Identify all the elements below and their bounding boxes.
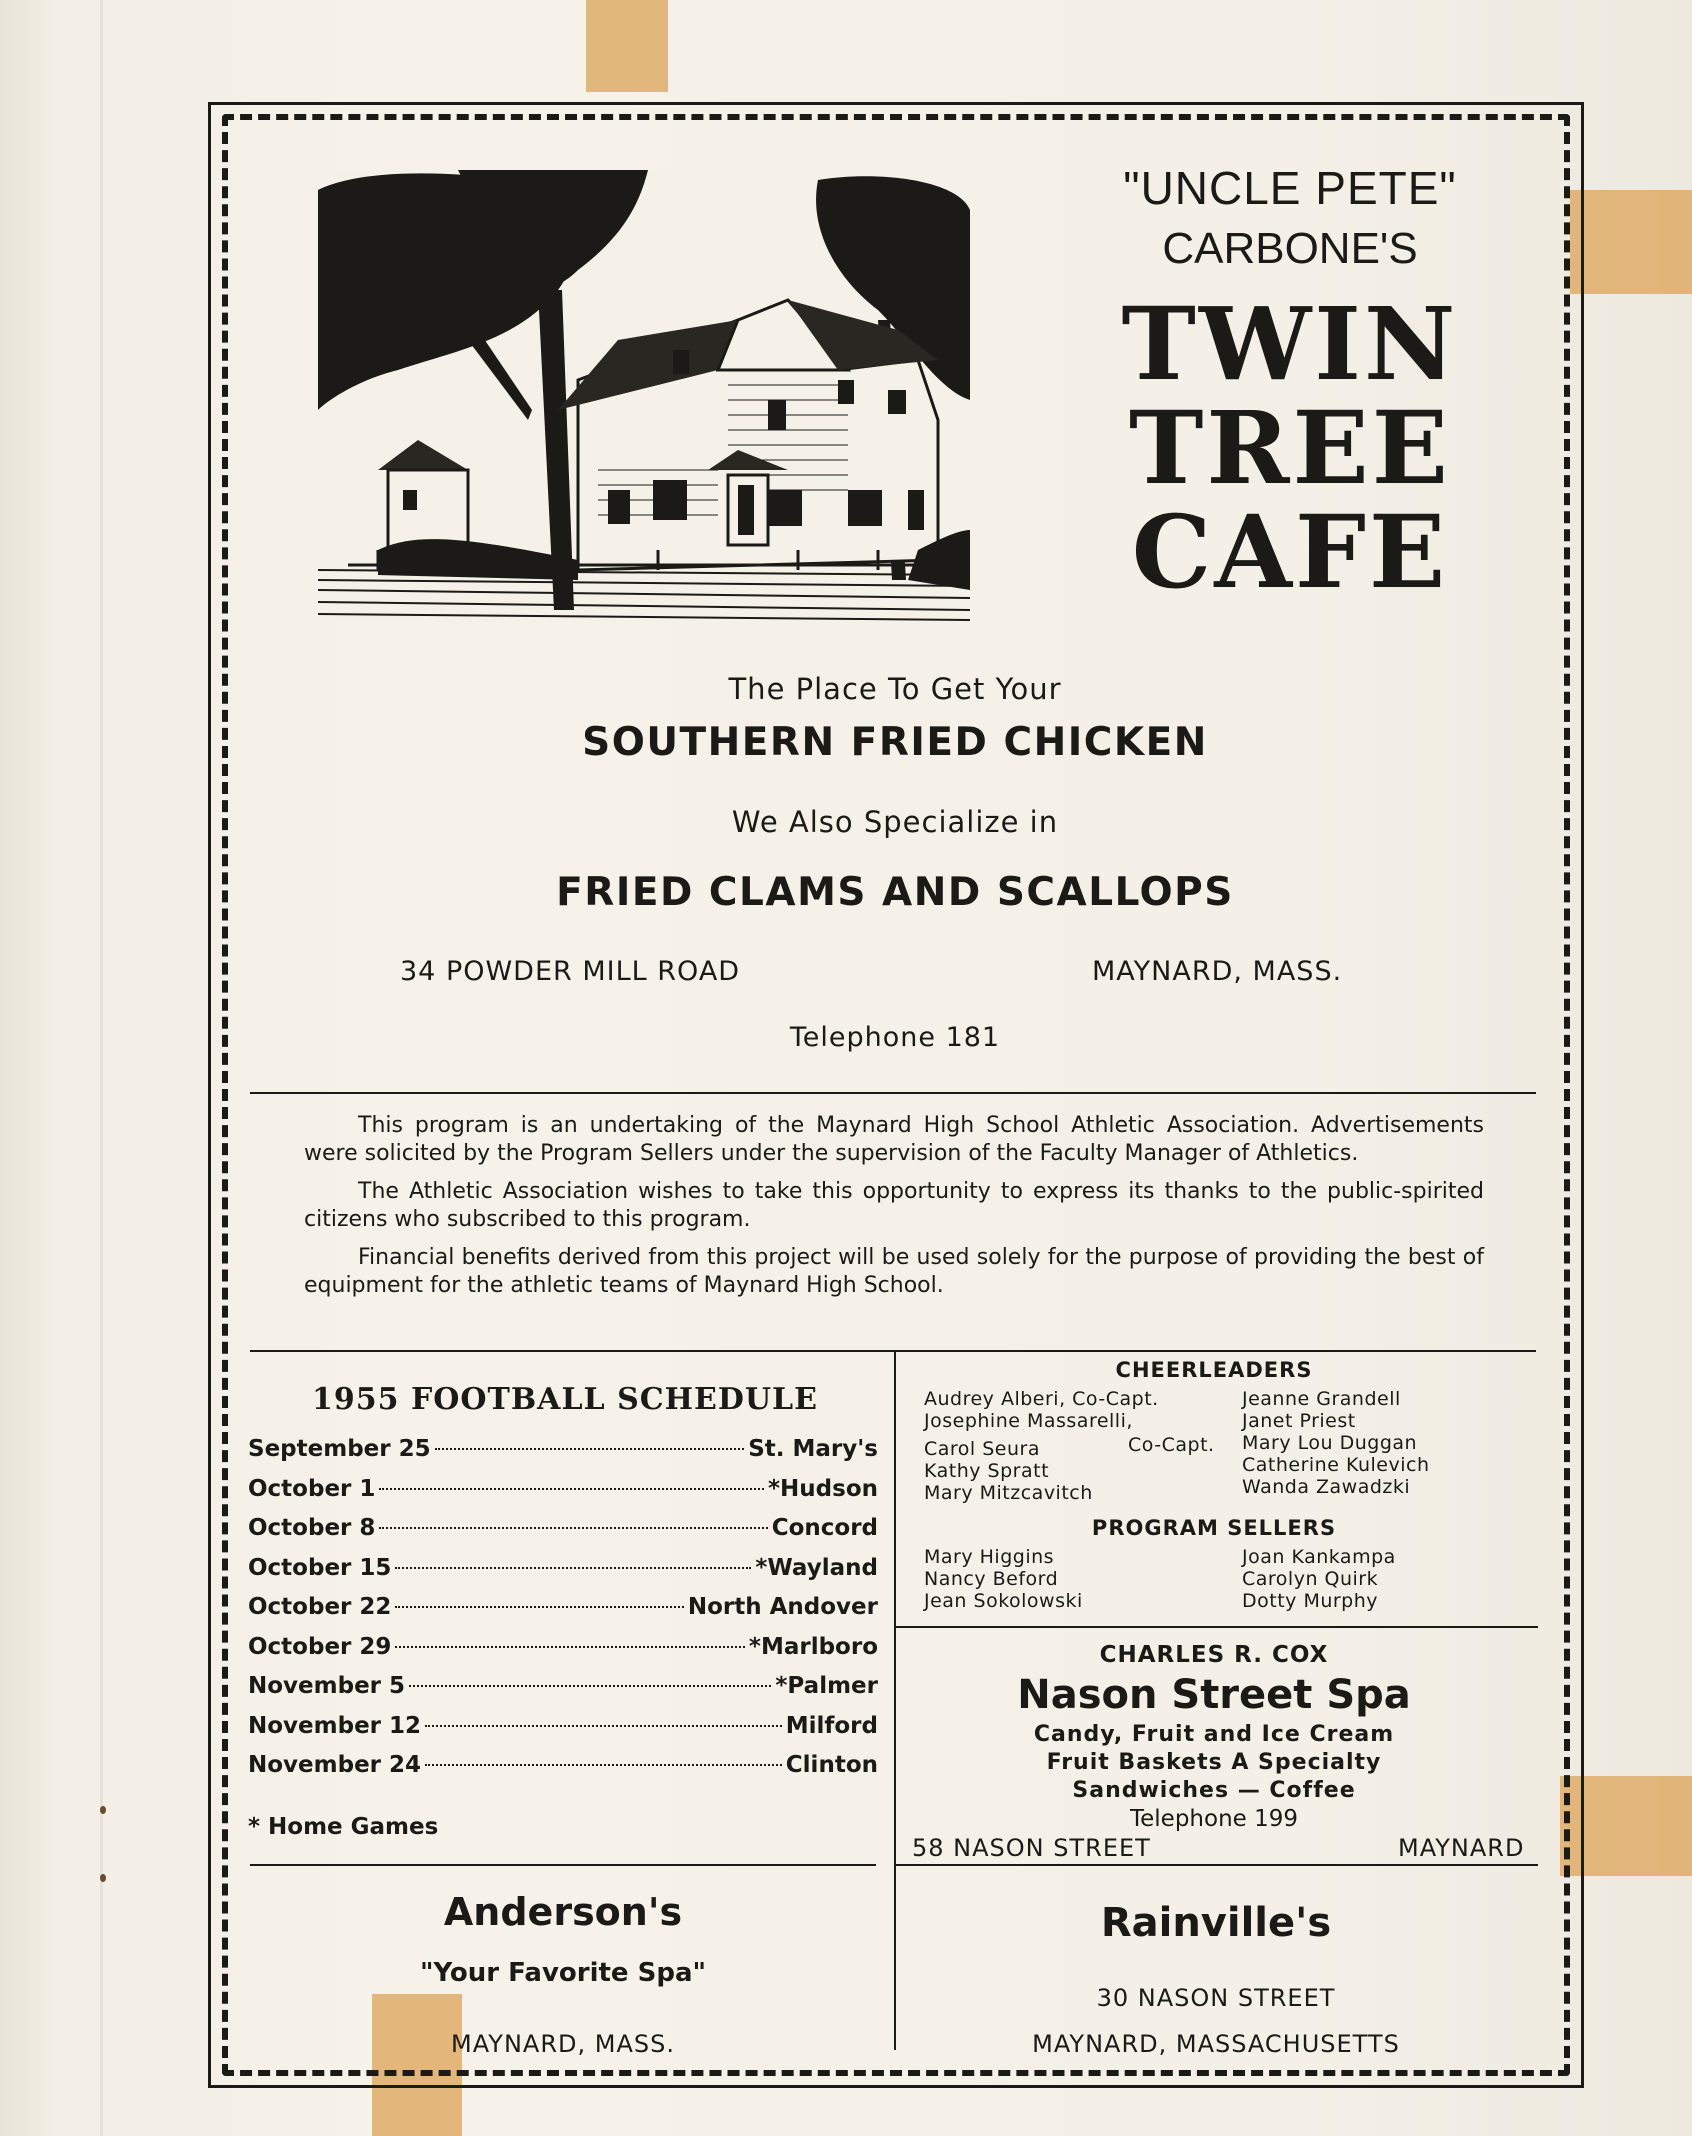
seller-name: Dotty Murphy [1242, 1590, 1379, 1612]
game-opponent: *Marlboro [748, 1633, 878, 1660]
cafe-illustration [318, 170, 970, 622]
andersons-slogan: "Your Favorite Spa" [419, 1958, 707, 1988]
schedule-row [248, 1752, 878, 1792]
binding-hole [100, 1874, 106, 1882]
notice-paragraph: The Athletic Association wishes to take this opportunity to express its thanks to the public-spirited citizens who subscribed to this program. [304, 1179, 1484, 1232]
schedule-row [248, 1594, 878, 1634]
rainvilles-address: 30 NASON STREET [1096, 1984, 1336, 2012]
game-opponent: *Palmer [775, 1673, 878, 1699]
binding-hole [100, 1806, 106, 1814]
cheerleader-name: Audrey Alberi, Co-Capt. [924, 1388, 1159, 1410]
seller-name: Jean Sokolowski [924, 1590, 1083, 1612]
cafe-owner-nickname: "UNCLE PETE" [1123, 162, 1457, 214]
divider [894, 1864, 1538, 1866]
leader-dots [395, 1567, 751, 1569]
game-opponent: Concord [771, 1515, 878, 1541]
schedule-title: 1955 FOOTBALL SCHEDULE [312, 1382, 818, 1417]
cafe-name-line-2: TREE [1129, 389, 1451, 507]
schedule-row [248, 1713, 878, 1753]
game-opponent: Milford [785, 1712, 878, 1739]
rainvilles-town: MAYNARD, MASSACHUSETTS [1032, 2030, 1400, 2058]
spa-line-3: Sandwiches — Coffee [1072, 1778, 1356, 1803]
divider [250, 1092, 1536, 1094]
cheerleader-name: Jeanne Grandell [1242, 1388, 1401, 1410]
spa-town: MAYNARD [1398, 1834, 1525, 1862]
seller-name: Mary Higgins [924, 1546, 1055, 1568]
cafe-specialty: FRIED CLAMS AND SCALLOPS [556, 870, 1234, 915]
co-captain-label: Co-Capt. [1128, 1434, 1215, 1456]
spa-line-2: Fruit Baskets A Specialty [1046, 1750, 1382, 1775]
game-opponent: Clinton [785, 1752, 878, 1778]
cheerleaders-title: CHEERLEADERS [1115, 1358, 1313, 1382]
game-date: October 8 [248, 1515, 376, 1541]
game-date: November 24 [248, 1752, 422, 1778]
cheerleader-name: Janet Priest [1242, 1410, 1356, 1432]
cheerleader-name: Carol Seura [924, 1438, 1040, 1460]
program-sellers-left [924, 1546, 1083, 1612]
divider [250, 1864, 876, 1866]
page-fold [100, 0, 103, 2136]
football-schedule [248, 1436, 878, 1792]
cafe-phone: Telephone 181 [789, 1022, 1001, 1053]
game-opponent: North Andover [687, 1594, 878, 1620]
cheerleader-name: Catherine Kulevich [1242, 1454, 1430, 1476]
home-games-footnote: * Home Games [248, 1814, 439, 1840]
seller-name: Carolyn Quirk [1242, 1568, 1379, 1590]
cafe-address: 34 POWDER MILL ROAD [400, 956, 741, 987]
notice-paragraph: Financial benefits derived from this project will be used solely for the purpose of providing the best of equipment for the athletic teams of Maynard High School. [304, 1245, 1484, 1298]
tape-right-top [1570, 190, 1692, 294]
leader-dots [379, 1527, 767, 1529]
game-opponent: *Hudson [768, 1475, 878, 1502]
game-date: October 1 [248, 1475, 376, 1502]
leader-dots [379, 1488, 764, 1490]
cafe-tagline: The Place To Get Your [728, 672, 1062, 706]
cafe-name-line-3: CAFE [1131, 493, 1449, 611]
cheerleader-name: Mary Lou Duggan [1242, 1432, 1418, 1454]
rainvilles-name: Rainville's [1100, 1900, 1332, 1946]
leader-dots [395, 1646, 745, 1648]
cheerleader-name: Josephine Massarelli, [924, 1410, 1133, 1432]
seller-name: Joan Kankampa [1242, 1546, 1396, 1568]
schedule-row [248, 1673, 878, 1713]
spa-name: Nason Street Spa [1017, 1672, 1411, 1718]
game-date: October 22 [248, 1594, 392, 1620]
game-date: November 5 [248, 1673, 406, 1699]
cheerleader-name: Mary Mitzcavitch [924, 1482, 1093, 1504]
cafe-owner-name: CARBONE'S [1162, 224, 1418, 273]
leader-dots [409, 1685, 771, 1687]
schedule-row [248, 1555, 878, 1595]
tape-top [586, 0, 668, 92]
cafe-name-line-1: TWIN [1121, 285, 1459, 403]
cheerleader-name: Wanda Zawadzki [1242, 1476, 1411, 1498]
spa-line-1: Candy, Fruit and Ice Cream [1033, 1722, 1395, 1747]
cheerleaders-right [1242, 1388, 1430, 1498]
game-opponent: *Wayland [755, 1554, 878, 1581]
game-date: November 12 [248, 1712, 422, 1739]
cafe-feature: SOUTHERN FRIED CHICKEN [582, 720, 1208, 765]
cheerleaders-left [924, 1388, 1159, 1504]
program-sellers-title: PROGRAM SELLERS [1091, 1516, 1337, 1540]
seller-name: Nancy Beford [924, 1568, 1059, 1590]
cafe-also: We Also Specialize in [731, 805, 1059, 839]
spa-phone: Telephone 199 [1129, 1806, 1299, 1832]
notice-paragraph: This program is an undertaking of the Maynard High School Athletic Association. Advertisements were solicited by the Program Sellers under the supervision of the Faculty Manager of Athletics. [304, 1113, 1484, 1166]
spa-address: 58 NASON STREET [912, 1834, 1151, 1862]
schedule-row [248, 1476, 878, 1516]
program-sellers-right [1242, 1546, 1396, 1612]
divider [894, 1626, 1538, 1628]
cafe-town: MAYNARD, MASS. [1092, 956, 1343, 987]
leader-dots [425, 1725, 782, 1727]
leader-dots [425, 1764, 782, 1766]
association-notice [304, 1112, 1484, 1310]
game-date: October 29 [248, 1633, 392, 1660]
spa-owner: CHARLES R. COX [1099, 1642, 1329, 1668]
schedule-row [248, 1436, 878, 1476]
game-opponent: St. Mary's [748, 1436, 878, 1462]
andersons-name: Anderson's [443, 1890, 683, 1934]
andersons-town: MAYNARD, MASS. [451, 2030, 675, 2058]
divider [250, 1350, 1536, 1352]
leader-dots [435, 1448, 745, 1450]
schedule-row [248, 1634, 878, 1674]
game-date: September 25 [248, 1436, 431, 1462]
leader-dots [395, 1606, 683, 1608]
game-date: October 15 [248, 1554, 392, 1581]
cheerleader-name: Kathy Spratt [924, 1460, 1050, 1482]
schedule-row [248, 1515, 878, 1555]
